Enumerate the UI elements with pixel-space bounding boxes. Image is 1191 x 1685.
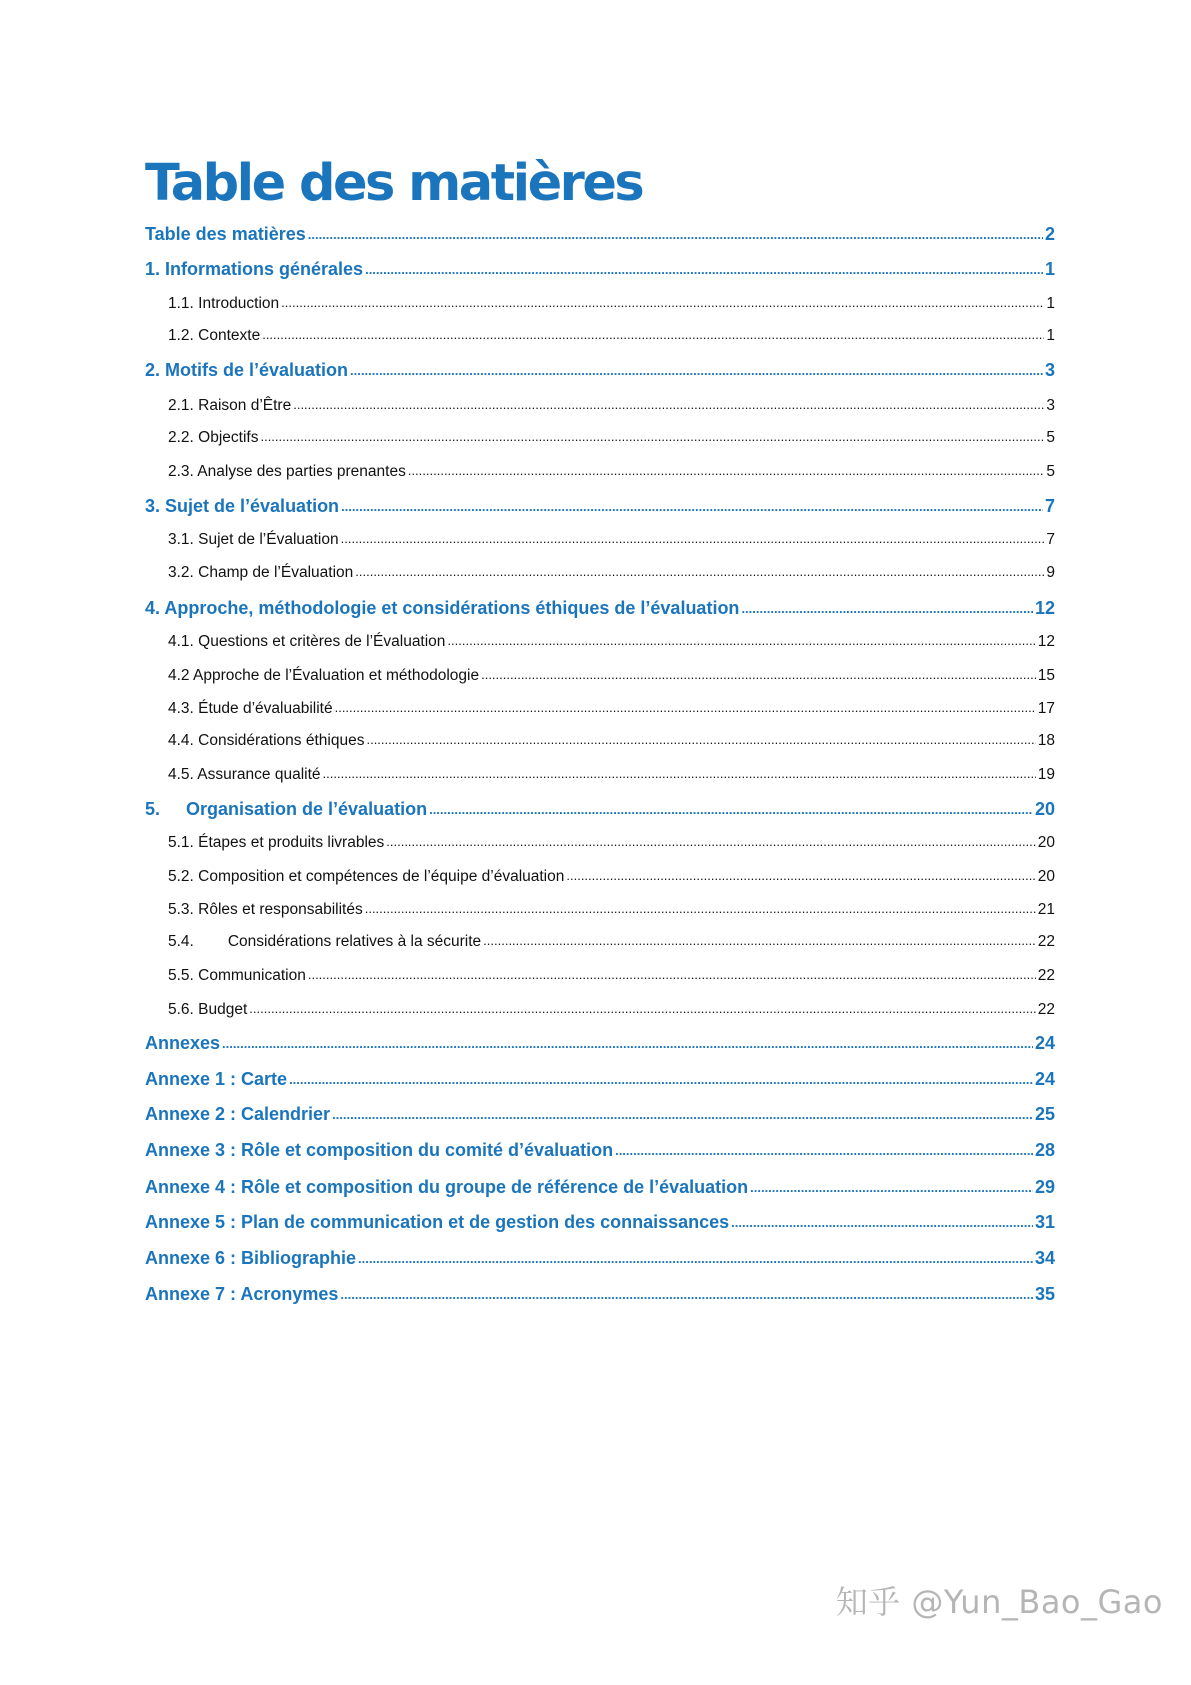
toc-entry-label: Annexes: [145, 1033, 221, 1053]
dot-leader: [483, 930, 1036, 946]
toc-page-number: 7: [1046, 530, 1055, 548]
toc-page-number: 12: [1037, 632, 1055, 650]
toc-page-number: 9: [1046, 563, 1055, 581]
toc-heading-entry[interactable]: [145, 1175, 1055, 1201]
toc-page-number: 1: [1046, 326, 1055, 344]
toc-entry-label: 5.5. Communication: [168, 966, 306, 984]
toc-entry-title: Organisation de l’évaluation: [186, 799, 428, 819]
toc-heading-entry[interactable]: [145, 1067, 1055, 1093]
dot-leader: [365, 898, 1036, 914]
dot-leader: [429, 797, 1033, 815]
toc-subentry[interactable]: [168, 831, 1055, 857]
toc-entry-label: 4.2 Approche de l’Évaluation et méthodologie: [168, 666, 480, 684]
toc-page-number: 22: [1037, 932, 1055, 950]
toc-entry-label: 5.2. Composition et compétences de l’équipe d’évaluation: [168, 867, 565, 885]
dot-leader: [731, 1210, 1033, 1228]
toc-subentry[interactable]: [168, 394, 1055, 420]
dot-leader: [386, 831, 1035, 847]
toc-page-number: 20: [1037, 833, 1055, 851]
toc-subentry[interactable]: [168, 998, 1055, 1024]
dot-leader: [341, 494, 1043, 512]
toc-heading-entry[interactable]: [145, 596, 1055, 622]
dot-leader: [332, 1102, 1033, 1120]
dot-leader: [355, 561, 1044, 577]
toc-entry-label: 1.2. Contexte: [168, 326, 261, 344]
toc-entry-title: Considérations relatives à la sécurite: [227, 932, 482, 950]
toc-subentry[interactable]: [168, 865, 1055, 891]
toc-page-number: 3: [1044, 360, 1055, 380]
toc-heading-entry[interactable]: [145, 1282, 1055, 1308]
toc-heading-entry[interactable]: [145, 222, 1055, 248]
toc-entry-label: Annexe 1 : Carte: [145, 1069, 288, 1089]
dot-leader: [293, 394, 1044, 410]
toc-entry-label: Table des matières: [145, 224, 306, 244]
toc-entry-label: 5.6. Budget: [168, 1000, 248, 1018]
toc-entry-label: 1.1. Introduction: [168, 294, 280, 312]
toc-page-number: 24: [1034, 1069, 1055, 1089]
toc-page-number: 21: [1037, 900, 1055, 918]
toc-heading-entry[interactable]: [145, 1210, 1055, 1236]
toc-subentry[interactable]: [168, 697, 1055, 723]
dot-leader: [260, 426, 1044, 442]
toc-entry-label: 4.4. Considérations éthiques: [168, 731, 365, 749]
dot-leader: [340, 1282, 1033, 1300]
toc-entry-label: 2.2. Objectifs: [168, 428, 259, 446]
watermark: 知乎 @Yun_Bao_Gao: [835, 1583, 1163, 1621]
dot-leader: [249, 998, 1035, 1014]
toc-heading-entry[interactable]: [145, 1031, 1055, 1057]
toc-entry-label: 5.3. Rôles et responsabilités: [168, 900, 363, 918]
toc-entry-label: 2. Motifs de l’évaluation: [145, 360, 349, 380]
toc-heading-entry[interactable]: [145, 1246, 1055, 1272]
toc-page-number: 34: [1034, 1248, 1055, 1268]
toc-entry-label: 1. Informations générales: [145, 259, 364, 279]
toc-subentry[interactable]: [168, 964, 1055, 990]
dot-leader: [358, 1246, 1033, 1264]
toc-page-number: 2: [1044, 224, 1055, 244]
toc-entry-label: Annexe 5 : Plan de communication et de gestion des connaissances: [145, 1212, 730, 1232]
toc-heading-entry[interactable]: [145, 358, 1055, 384]
toc-page-number: 3: [1046, 396, 1055, 414]
toc-page-number: 5: [1046, 428, 1055, 446]
toc-entry-label: 3. Sujet de l’évaluation: [145, 496, 340, 516]
toc-entry-label: Annexe 2 : Calendrier: [145, 1104, 331, 1124]
toc-page-number: 31: [1034, 1212, 1055, 1232]
toc-page-number: 1: [1046, 294, 1055, 312]
dot-leader: [308, 222, 1043, 240]
dot-leader: [750, 1175, 1033, 1193]
toc-subentry[interactable]: [168, 528, 1055, 554]
dot-leader: [615, 1138, 1033, 1156]
toc-page-number: 22: [1037, 1000, 1055, 1018]
toc-subentry[interactable]: [168, 561, 1055, 587]
toc-subentry[interactable]: [168, 324, 1055, 350]
dot-leader: [366, 729, 1035, 745]
toc-entry-label: 5.1. Étapes et produits livrables: [168, 833, 385, 851]
toc-subentry[interactable]: [168, 426, 1055, 452]
toc-heading-entry[interactable]: [145, 1138, 1055, 1164]
toc-page-number: 22: [1037, 966, 1055, 984]
toc-page-number: 1: [1044, 259, 1055, 279]
dot-leader: [350, 358, 1043, 376]
toc-page-number: 15: [1037, 666, 1055, 684]
dot-leader: [341, 528, 1045, 544]
toc-subentry[interactable]: [168, 763, 1055, 789]
toc-entry-label: 2.1. Raison d’Être: [168, 396, 292, 414]
toc-subentry[interactable]: [168, 664, 1055, 690]
toc-heading-entry[interactable]: [145, 494, 1055, 520]
toc-entry-label: 4.5. Assurance qualité: [168, 765, 321, 783]
dot-leader: [741, 596, 1033, 614]
toc-entry-label: Annexe 7 : Acronymes: [145, 1284, 339, 1304]
toc-entry-label: 2.3. Analyse des parties prenantes: [168, 462, 406, 480]
toc-page-number: 20: [1037, 867, 1055, 885]
toc-page-number: 35: [1034, 1284, 1055, 1304]
toc-page-number: 19: [1037, 765, 1055, 783]
toc-subentry[interactable]: [168, 292, 1055, 318]
toc-page-number: 28: [1034, 1140, 1055, 1160]
dot-leader: [365, 257, 1043, 275]
dot-leader: [447, 630, 1035, 646]
toc-entry-label: 5.: [145, 799, 161, 819]
dot-leader: [308, 964, 1036, 980]
toc-subentry[interactable]: [168, 460, 1055, 486]
dot-leader: [323, 763, 1036, 779]
toc-subentry[interactable]: [168, 930, 1055, 956]
toc-entry-label: 5.4.: [168, 932, 194, 950]
toc-page-number: 7: [1044, 496, 1055, 516]
dot-leader: [262, 324, 1044, 340]
dot-leader: [481, 664, 1036, 680]
toc-page-number: 5: [1046, 462, 1055, 480]
toc-entry-label: 3.1. Sujet de l’Évaluation: [168, 530, 339, 548]
dot-leader: [281, 292, 1044, 308]
toc-page-number: 29: [1034, 1177, 1055, 1197]
toc-entry-label: 4. Approche, méthodologie et considérations éthiques de l’évaluation: [145, 598, 740, 618]
toc-heading-entry[interactable]: [145, 257, 1055, 283]
toc-page-number: 20: [1034, 799, 1055, 819]
toc-page-number: 18: [1037, 731, 1055, 749]
dot-leader: [289, 1067, 1033, 1085]
toc-entry-label: 4.3. Étude d’évaluabilité: [168, 699, 333, 717]
toc-page-number: 17: [1037, 699, 1055, 717]
toc-subentry[interactable]: [168, 729, 1055, 755]
toc-subentry[interactable]: [168, 898, 1055, 924]
toc-entry-label: 3.2. Champ de l’Évaluation: [168, 563, 354, 581]
dot-leader: [222, 1031, 1033, 1049]
dot-leader: [408, 460, 1045, 476]
toc-subentry[interactable]: [168, 630, 1055, 656]
page-title: Table des matières: [145, 154, 643, 213]
toc-entry-label: Annexe 3 : Rôle et composition du comité d’évaluation: [145, 1140, 614, 1160]
toc-entry-label: 4.1. Questions et critères de l’Évaluation: [168, 632, 446, 650]
dot-leader: [335, 697, 1036, 713]
toc-page-number: 25: [1034, 1104, 1055, 1124]
toc-entry-label: Annexe 6 : Bibliographie: [145, 1248, 357, 1268]
toc-heading-entry[interactable]: [145, 1102, 1055, 1128]
toc-entry-label: Annexe 4 : Rôle et composition du groupe de référence de l’évaluation: [145, 1177, 749, 1197]
toc-heading-entry[interactable]: [145, 797, 1055, 823]
toc-page-number: 12: [1034, 598, 1055, 618]
toc-page-number: 24: [1034, 1033, 1055, 1053]
dot-leader: [566, 865, 1035, 881]
